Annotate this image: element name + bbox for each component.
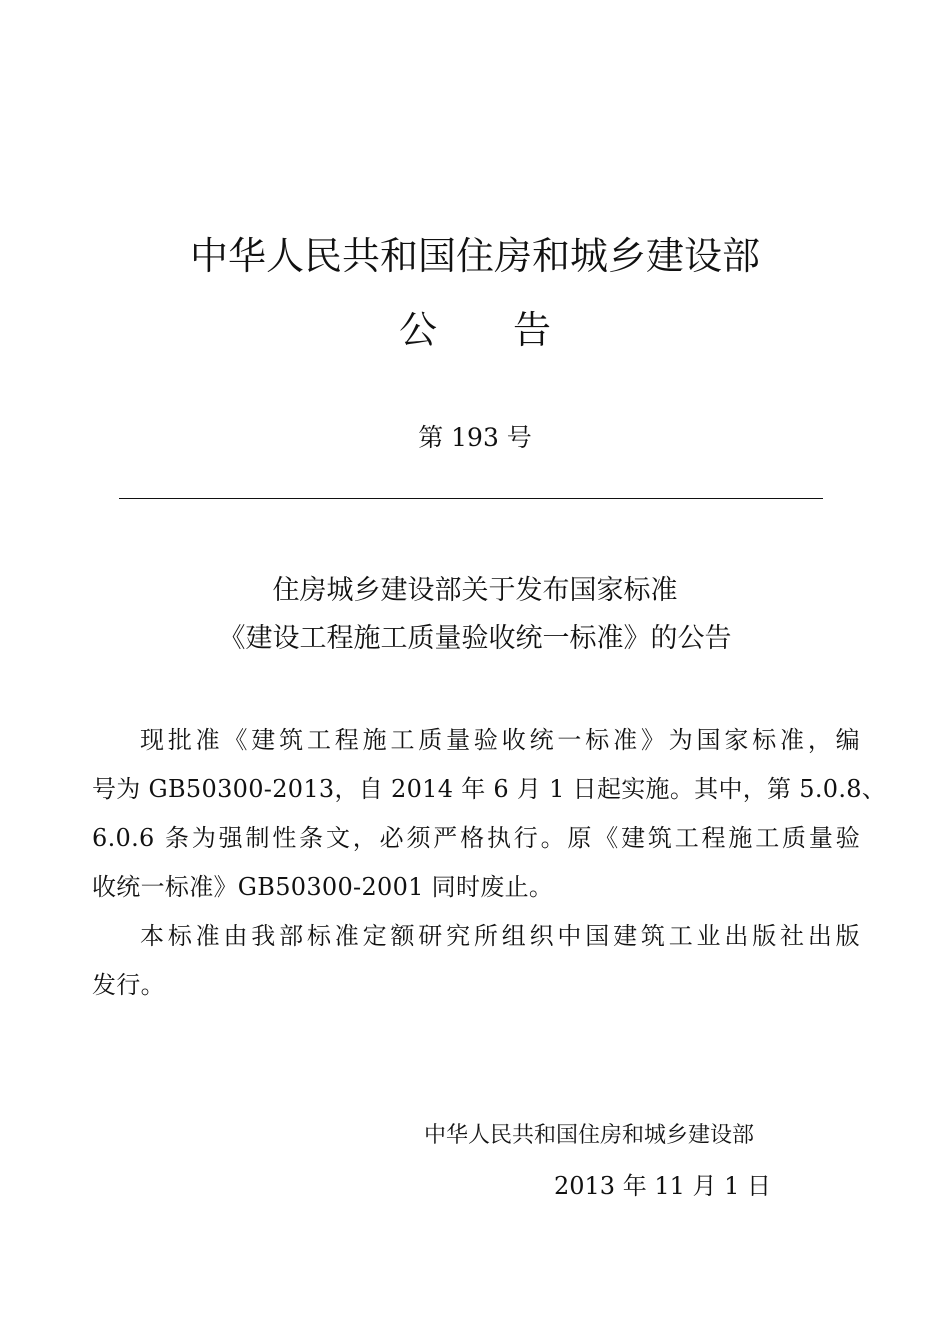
signature-date: 2013 年 11 月 1 日: [554, 1172, 772, 1200]
body-line-2: 号为 GB50300-2013，自 2014 年 6 月 1 日起实施。其中，第 5.0.8、: [92, 775, 887, 803]
body-line-1: 现批准《建筑工程施工质量验收统一标准》为国家标准，编: [140, 726, 860, 754]
ministry-title: 中华人民共和国住房和城乡建设部: [189, 234, 760, 278]
body-line-4: 收统一标准》GB50300-2001 同时废止。: [92, 873, 554, 901]
header-divider: [119, 498, 823, 499]
body-line-3: 6.0.6 条为强制性条文，必须严格执行。原《建筑工程施工质量验: [92, 824, 860, 852]
announcement-heading-line-1: 住房城乡建设部关于发布国家标准: [272, 575, 678, 606]
document-type: 公 告: [398, 308, 551, 352]
announcement-heading-line-2: 《建设工程施工质量验收统一标准》的公告: [218, 623, 732, 654]
body-line-6: 发行。: [92, 971, 165, 999]
document-number: 第 193 号: [418, 423, 532, 452]
body-line-5: 本标准由我部标准定额研究所组织中国建筑工业出版社出版: [140, 922, 860, 950]
signature-organization: 中华人民共和国住房和城乡建设部: [424, 1123, 755, 1148]
